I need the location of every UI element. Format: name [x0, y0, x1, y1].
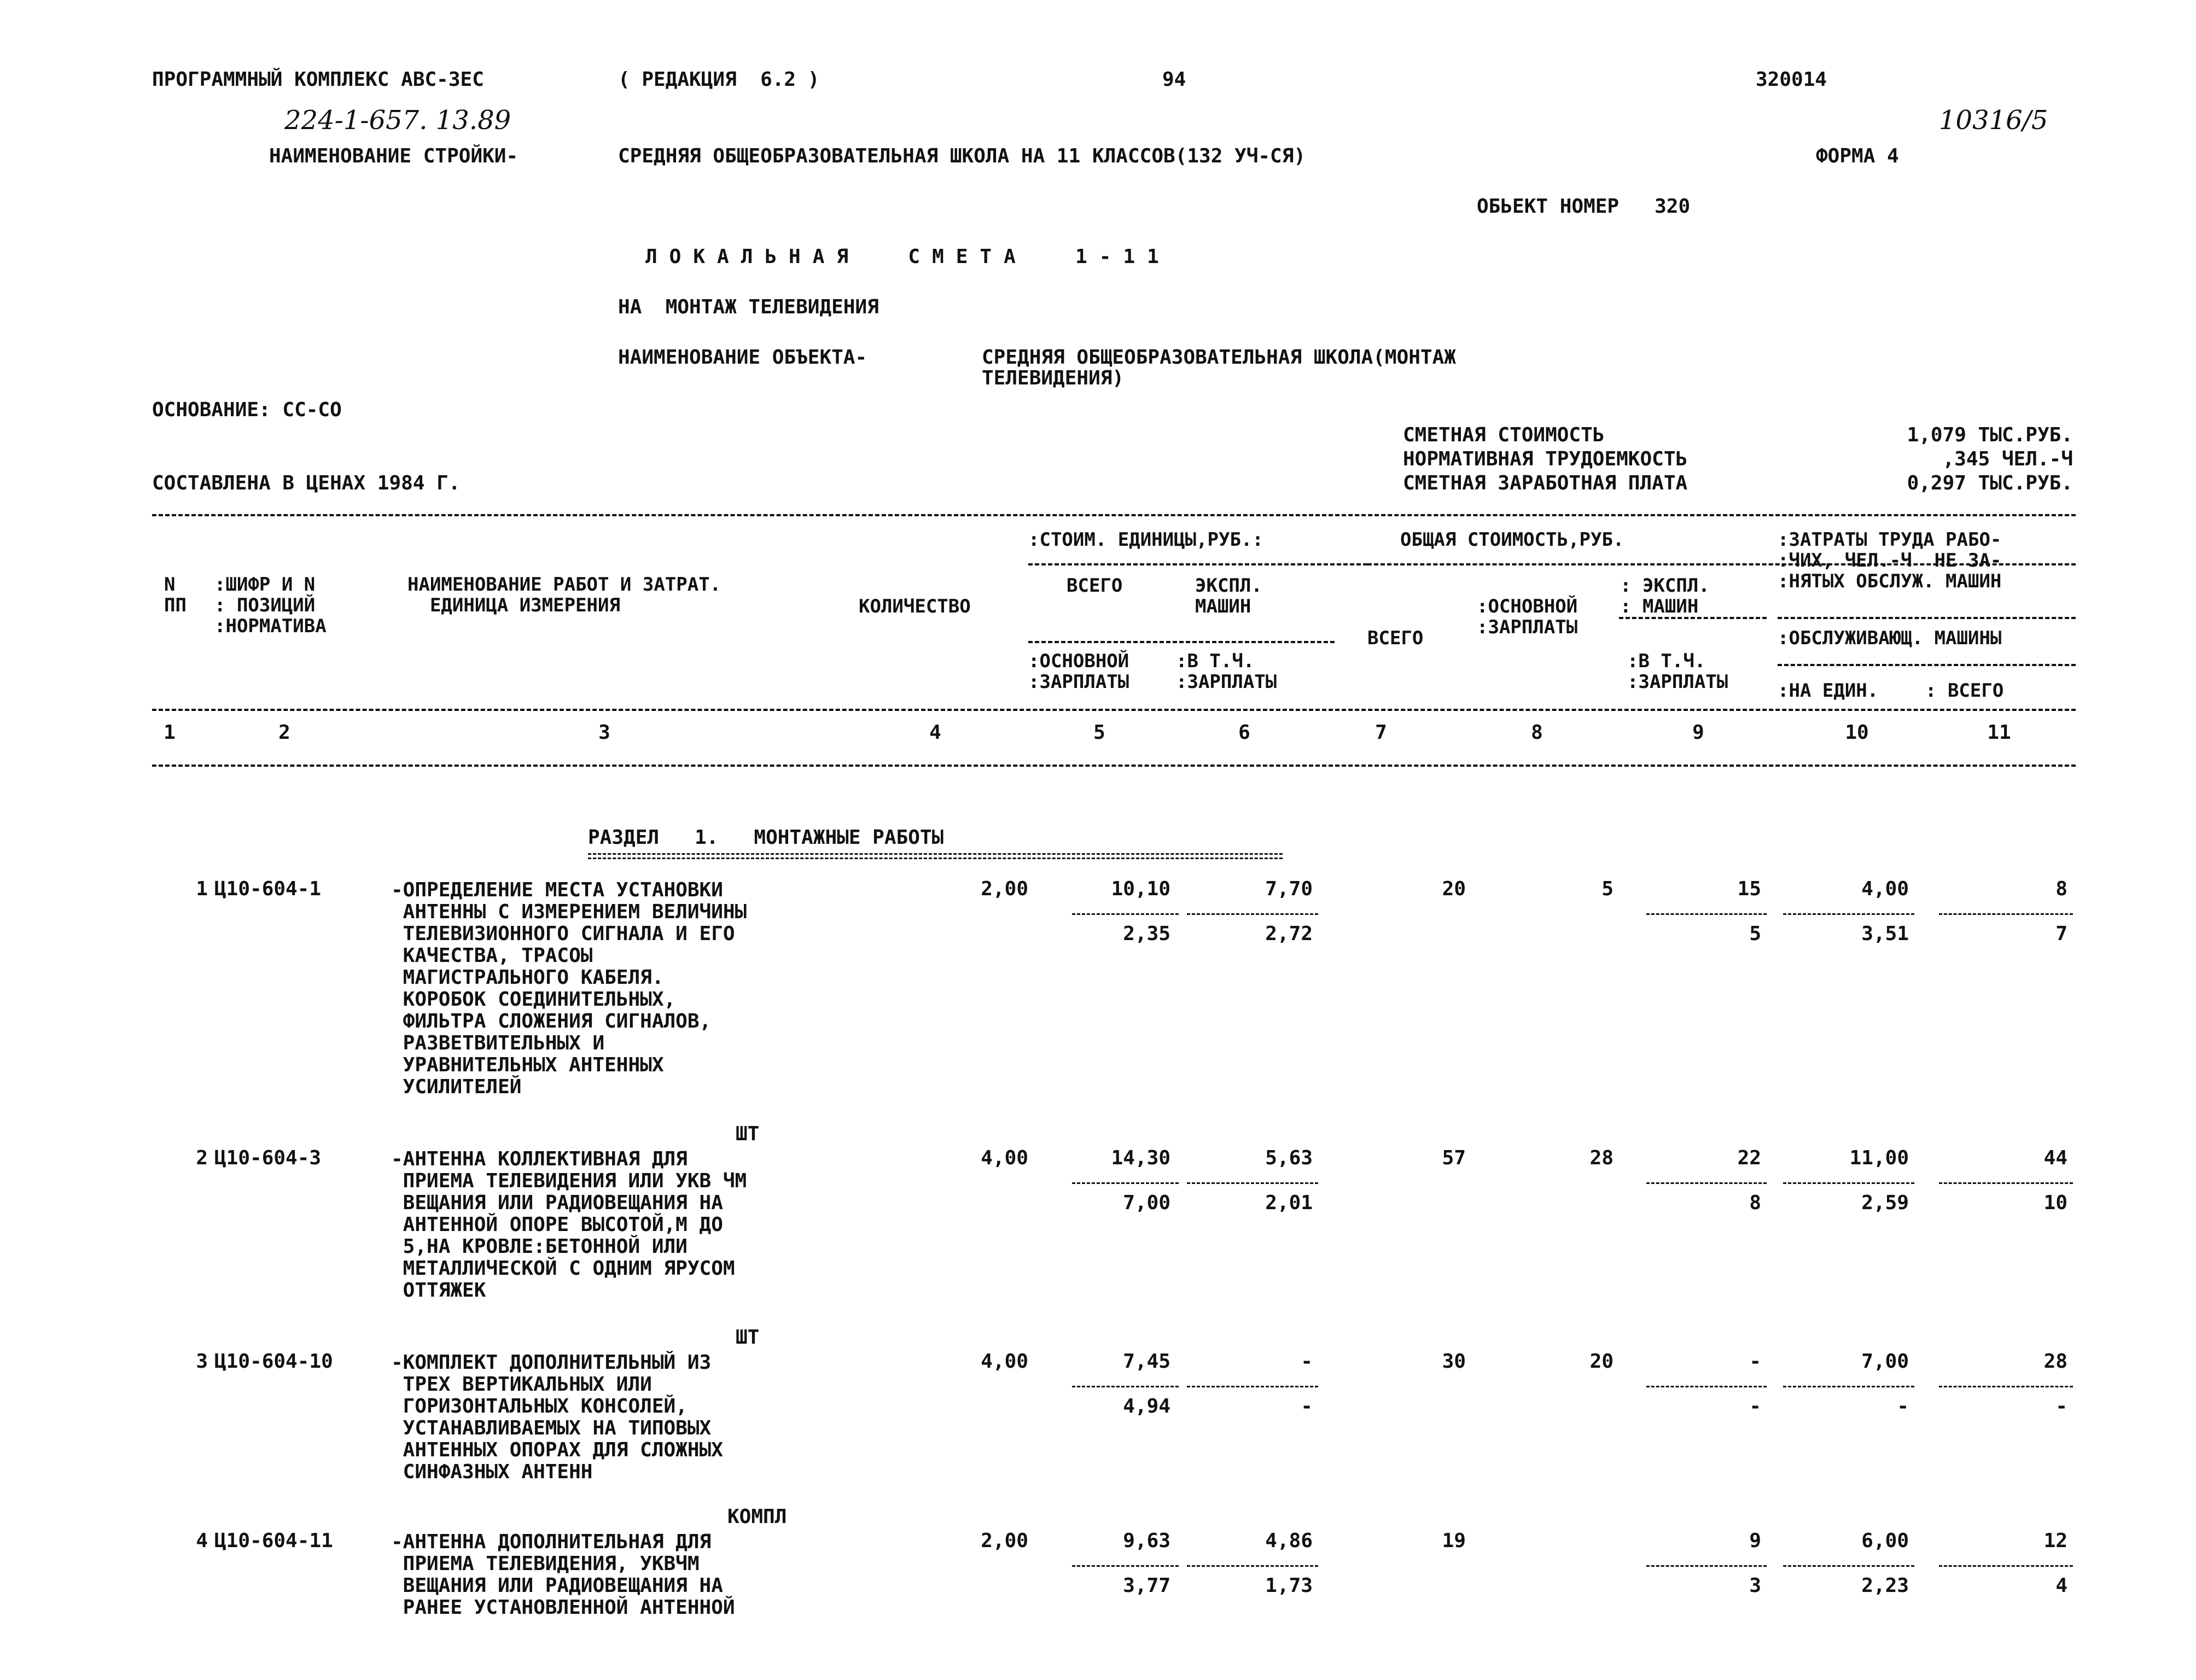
row-code: Ц10-604-10 [214, 1350, 333, 1373]
fraction-line [1072, 1182, 1179, 1184]
summary-labor-value: ,345 ЧЕЛ.-Ч [1942, 448, 2073, 470]
document-title: ЛОКАЛЬНАЯ СМЕТА 1-11 [645, 246, 1171, 268]
row-total: 30 [1442, 1350, 1466, 1373]
column-number: 11 [1987, 721, 2011, 744]
header-labor: :ЗАТРАТЫ ТРУДА РАБО- :ЧИХ, ЧЕЛ.-Ч НЕ ЗА- :НЯТЫХ ОБСЛУЖ. МАШИН [1778, 529, 2002, 592]
column-number: 4 [929, 721, 941, 744]
document-subtitle: НА МОНТАЖ ТЕЛЕВИДЕНИЯ [618, 296, 879, 318]
column-number: 7 [1375, 721, 1387, 744]
column-number: 6 [1238, 721, 1250, 744]
row-unit-mach: 4,86 [1265, 1530, 1313, 1552]
fraction-line [1939, 1182, 2073, 1184]
rule-column-numbers-top [152, 709, 2076, 711]
row-unit-incl-wage: 2,72 [1265, 923, 1313, 945]
summary-cost-label: СМЕТНАЯ СТОИМОСТЬ [1403, 424, 1605, 446]
header-total-all: ВСЕГО [1367, 627, 1424, 649]
compiled-prices: СОСТАВЛЕНА В ЦЕНАХ 1984 Г. [152, 472, 461, 494]
column-number: 9 [1692, 721, 1704, 744]
fraction-line [1783, 913, 1914, 915]
header-col-qty: КОЛИЧЕСТВО [859, 596, 971, 617]
row-unit-base-wage: 4,94 [1123, 1395, 1170, 1418]
row-total: 20 [1442, 878, 1466, 900]
summary-wage-value: 0,297 ТЫС.РУБ. [1907, 472, 2073, 494]
object-number: ОБЬЕКТ НОМЕР 320 [1477, 195, 1691, 218]
document-code: 320014 [1756, 68, 1827, 91]
row-labor-total-service: 10 [2043, 1192, 2067, 1214]
row-labor-unit-service: 2,59 [1861, 1192, 1909, 1214]
fraction-line [1646, 1565, 1767, 1567]
handwritten-number: 10316/5 [1939, 105, 2048, 136]
rule-unit-cost [1028, 563, 1367, 565]
row-total-mach: 15 [1737, 878, 1761, 900]
object-name-line2: ТЕЛЕВИДЕНИЯ) [982, 367, 1125, 389]
row-quantity: 4,00 [981, 1147, 1028, 1169]
column-number: 3 [598, 721, 610, 744]
column-number: 5 [1093, 721, 1105, 744]
row-unit-total: 14,30 [1111, 1147, 1170, 1169]
row-unit-total: 7,45 [1123, 1350, 1170, 1373]
form-label: ФОРМА 4 [1816, 145, 1899, 167]
header-unit-incl-wage: :В Т.Ч. :ЗАРПЛАТЫ [1176, 650, 1277, 693]
rule-total-mach [1619, 617, 1767, 619]
fraction-line [1783, 1182, 1914, 1184]
edition: ( РЕДАКЦИЯ 6.2 ) [618, 68, 820, 91]
row-unit: ШТ [736, 1123, 760, 1145]
row-unit-mach: 7,70 [1265, 878, 1313, 900]
column-number: 2 [278, 721, 290, 744]
row-number: 1 [196, 878, 208, 900]
row-code: Ц10-604-3 [214, 1147, 322, 1169]
fraction-line [1187, 1386, 1318, 1387]
header-unit-total: ВСЕГО [1067, 575, 1123, 597]
row-labor-unit: 4,00 [1861, 878, 1909, 900]
header-labor-total: : ВСЕГО [1925, 680, 2004, 702]
fraction-line [1187, 1565, 1318, 1567]
section-underline [588, 853, 1283, 855]
header-labor-service: :ОБСЛУЖИВАЮЩ. МАШИНЫ [1778, 627, 2002, 649]
row-number: 2 [196, 1147, 208, 1169]
column-number: 10 [1845, 721, 1869, 744]
header-total-cost: ОБЩАЯ СТОИМОСТЬ,РУБ. [1400, 529, 1624, 551]
row-labor-unit: 6,00 [1861, 1530, 1909, 1552]
row-description: -ОПРЕДЕЛЕНИЕ МЕСТА УСТАНОВКИ АНТЕННЫ С ИЗМЕРЕНИЕМ ВЕЛИЧИНЫ ТЕЛЕВИЗИОННОГО СИГНАЛА И ЕГО КАЧЕСТВА, ТРАСОЫ МАГИСТРАЛЬНОГО КАБЕЛЯ. КОРОБОК СОЕДИНИТЕЛЬНЫХ, ФИЛЬТРА СЛОЖЕНИЯ СИГНАЛОВ, РАЗВЕТВИТЕЛЬНЫХ И УРАВНИТЕЛЬНЫХ АНТЕННЫХ УСИЛИТЕЛЕЙ [391, 879, 747, 1098]
row-labor-unit-service: 2,23 [1861, 1574, 1909, 1597]
fraction-line [1646, 913, 1767, 915]
summary-cost-value: 1,079 ТЫС.РУБ. [1907, 424, 2073, 446]
fraction-line [1646, 1182, 1767, 1184]
row-total-base-wage: 28 [1589, 1147, 1613, 1169]
basis: ОСНОВАНИЕ: СС-СО [152, 399, 342, 421]
row-code: Ц10-604-11 [214, 1530, 333, 1552]
rule-total-cost [1367, 563, 2076, 565]
row-description: -АНТЕННА КОЛЛЕКТИВНАЯ ДЛЯ ПРИЕМА ТЕЛЕВИДЕНИЯ ИЛИ УКВ ЧМ ВЕЩАНИЯ ИЛИ РАДИОВЕЩАНИЯ НА АНТЕННОЙ ОПОРЕ ВЫСОТОЙ,М ДО 5,НА КРОВЛЕ:БЕТОННОЙ ИЛИ МЕТАЛЛИЧЕСКОЙ С ОДНИМ ЯРУСОМ ОТТЯЖЕК [391, 1148, 747, 1302]
row-labor-total: 12 [2043, 1530, 2067, 1552]
row-code: Ц10-604-1 [214, 878, 322, 900]
header-unit-mach: ЭКСПЛ. МАШИН [1195, 575, 1262, 617]
rule-table-header-bottom [152, 765, 2076, 767]
row-total-incl-wage: - [1749, 1395, 1761, 1418]
row-number: 4 [196, 1530, 208, 1552]
row-total-incl-wage: 5 [1749, 923, 1761, 945]
column-number: 1 [164, 721, 176, 744]
fraction-line [1187, 1182, 1318, 1184]
row-labor-total-service: 7 [2055, 923, 2067, 945]
fraction-line [1939, 1386, 2073, 1387]
row-quantity: 2,00 [981, 1530, 1028, 1552]
row-description: -АНТЕННА ДОПОЛНИТЕЛЬНАЯ ДЛЯ ПРИЕМА ТЕЛЕВИДЕНИЯ, УКВЧМ ВЕЩАНИЯ ИЛИ РАДИОВЕЩАНИЯ НА РАНЕЕ УСТАНОВЛЕННОЙ АНТЕННОЙ [391, 1531, 735, 1619]
row-description: -КОМПЛЕКТ ДОПОЛНИТЕЛЬНЫЙ ИЗ ТРЕХ ВЕРТИКАЛЬНЫХ ИЛИ ГОРИЗОНТАЛЬНЫХ КОНСОЛЕЙ, УСТАНАВЛИВАЕМЫХ НА ТИПОВЫХ АНТЕННЫХ ОПОРАХ ДЛЯ СЛОЖНЫХ СИНФАЗНЫХ АНТЕНН [391, 1351, 723, 1483]
row-unit-incl-wage: 1,73 [1265, 1574, 1313, 1597]
row-unit-base-wage: 2,35 [1123, 923, 1170, 945]
rule-labor-2 [1778, 664, 2076, 666]
object-name-line1: СРЕДНЯЯ ОБЩЕОБРАЗОВАТЕЛЬНАЯ ШКОЛА(МОНТАЖ [982, 346, 1456, 369]
row-unit-base-wage: 7,00 [1123, 1192, 1170, 1214]
row-unit-total: 9,63 [1123, 1530, 1170, 1552]
row-total-mach: 9 [1749, 1530, 1761, 1552]
row-labor-total-service: 4 [2055, 1574, 2067, 1597]
fraction-line [1783, 1386, 1914, 1387]
row-unit-incl-wage: - [1301, 1395, 1313, 1418]
construction-name: СРЕДНЯЯ ОБЩЕОБРАЗОВАТЕЛЬНАЯ ШКОЛА НА 11 КЛАССОВ(132 УЧ-СЯ) [618, 145, 1306, 167]
fraction-line [1072, 1565, 1179, 1567]
row-total: 19 [1442, 1530, 1466, 1552]
row-unit: ШТ [736, 1326, 760, 1349]
row-labor-unit-service: 3,51 [1861, 923, 1909, 945]
header-unit-cost: :СТОИМ. ЕДИНИЦЫ,РУБ.: [1028, 529, 1263, 551]
header-total-base-wage: :ОСНОВНОЙ :ЗАРПЛАТЫ [1477, 596, 1578, 638]
fraction-line [1187, 913, 1318, 915]
row-unit-base-wage: 3,77 [1123, 1574, 1170, 1597]
header-total-incl-wage: :В Т.Ч. :ЗАРПЛАТЫ [1627, 650, 1728, 693]
page-number: 94 [1162, 68, 1186, 91]
row-labor-total: 44 [2043, 1147, 2067, 1169]
handwritten-reference: 224-1-657. 13.89 [284, 105, 511, 136]
fraction-line [1072, 913, 1179, 915]
row-total-mach: 22 [1737, 1147, 1761, 1169]
object-label: НАИМЕНОВАНИЕ ОБЪЕКТА- [618, 346, 867, 369]
construction-label: НАИМЕНОВАНИЕ СТРОЙКИ- [269, 145, 519, 167]
row-labor-unit: 11,00 [1849, 1147, 1909, 1169]
header-col-code: :ШИФР И N : ПОЗИЦИЙ :НОРМАТИВА [214, 574, 327, 637]
row-labor-total: 8 [2055, 878, 2067, 900]
fraction-line [1939, 1565, 2073, 1567]
header-total-mach: : ЭКСПЛ. : МАШИН [1620, 575, 1710, 617]
row-labor-unit-service: - [1897, 1395, 1909, 1418]
row-total-base-wage: 20 [1589, 1350, 1613, 1373]
section-underline [588, 858, 1283, 859]
fraction-line [1939, 913, 2073, 915]
row-number: 3 [196, 1350, 208, 1373]
fraction-line [1783, 1565, 1914, 1567]
row-total-incl-wage: 8 [1749, 1192, 1761, 1214]
header-col-name: НАИМЕНОВАНИЕ РАБОТ И ЗАТРАТ. ЕДИНИЦА ИЗМЕРЕНИЯ [407, 574, 721, 616]
rule-unit-sub [1028, 641, 1335, 643]
row-total-mach: - [1749, 1350, 1761, 1373]
fraction-line [1646, 1386, 1767, 1387]
header-labor-unit: :НА ЕДИН. [1778, 680, 1879, 702]
row-total-incl-wage: 3 [1749, 1574, 1761, 1597]
column-number: 8 [1531, 721, 1543, 744]
summary-wage-label: СМЕТНАЯ ЗАРАБОТНАЯ ПЛАТА [1403, 472, 1688, 494]
header-unit-base-wage: :ОСНОВНОЙ :ЗАРПЛАТЫ [1028, 650, 1129, 693]
rule-labor-1 [1778, 617, 2076, 619]
summary-labor-label: НОРМАТИВНАЯ ТРУДОЕМКОСТЬ [1403, 448, 1688, 470]
program-name: ПРОГРАММНЫЙ КОМПЛЕКС АВС-3ЕС [152, 68, 484, 91]
row-unit-incl-wage: 2,01 [1265, 1192, 1313, 1214]
row-labor-total-service: - [2055, 1395, 2067, 1418]
row-labor-total: 28 [2043, 1350, 2067, 1373]
row-labor-unit: 7,00 [1861, 1350, 1909, 1373]
row-unit: КОМПЛ [727, 1506, 787, 1528]
row-unit-mach: 5,63 [1265, 1147, 1313, 1169]
row-total: 57 [1442, 1147, 1466, 1169]
row-total-base-wage: 5 [1601, 878, 1613, 900]
row-unit-mach: - [1301, 1350, 1313, 1373]
section-title: РАЗДЕЛ 1. МОНТАЖНЫЕ РАБОТЫ [588, 826, 944, 849]
row-quantity: 2,00 [981, 878, 1028, 900]
row-unit-total: 10,10 [1111, 878, 1170, 900]
fraction-line [1072, 1386, 1179, 1387]
header-col-n: N ПП [164, 574, 187, 616]
table-top-rule [152, 514, 2076, 516]
row-quantity: 4,00 [981, 1350, 1028, 1373]
